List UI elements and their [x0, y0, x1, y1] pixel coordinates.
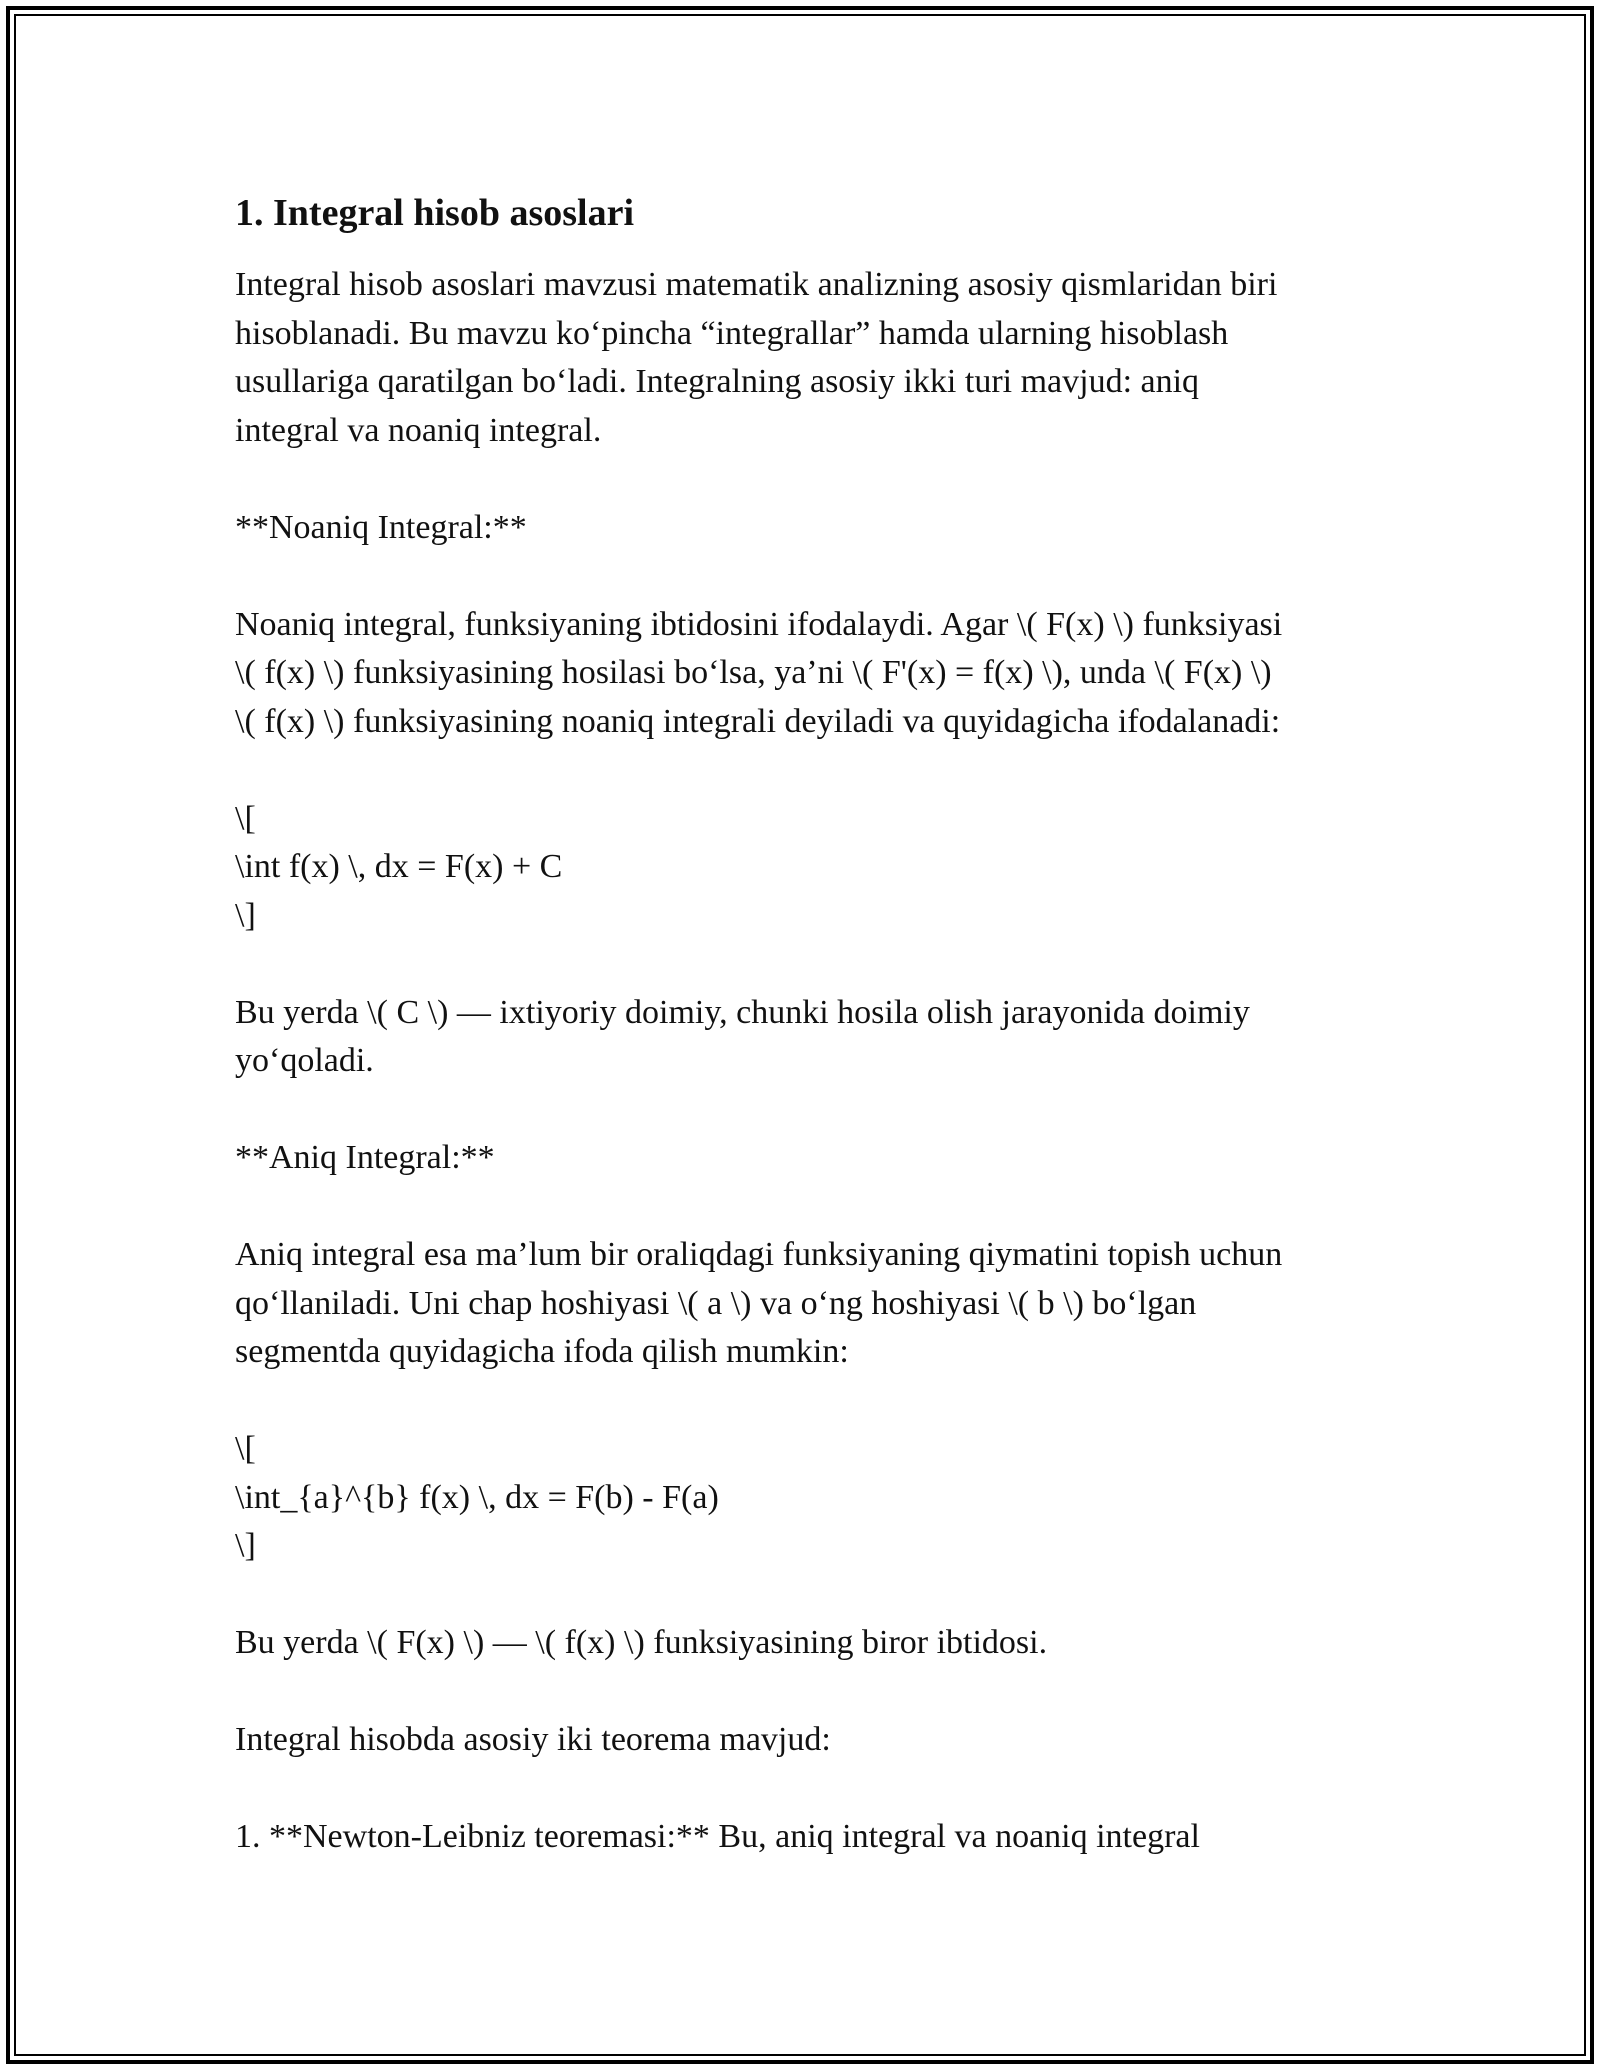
noaniq-subheading: **Noaniq Integral:**	[235, 508, 527, 546]
paragraph-spacer	[235, 1377, 1385, 1426]
antiderivative-explanation: Bu yerda \( F(x) \) — \( f(x) \) funksiyasining biror ibtidosi.	[235, 1624, 1048, 1661]
section-heading: 1. Integral hisob asoslari	[235, 192, 635, 234]
intro-paragraph: Integral hisob asoslari mavzusi matematik analizning asosiy qismlaridan biri hisoblanadi. Bu mavzu ko‘pincha “integrallar” hamda ularning hisoblash usullariga qaratilgan bo‘ladi. Integralning asosiy ikki turi mavjud: aniq integral va noaniq integral.	[235, 266, 1278, 449]
definite-integral-formula: \[ \int_{a}^{b} f(x) \, dx = F(b) - F(a) \]	[235, 1430, 719, 1564]
document-body	[235, 185, 1385, 1862]
indefinite-integral-formula: \[ \int f(x) \, dx = F(x) + C \]	[235, 799, 563, 934]
aniq-subheading: **Aniq Integral:**	[235, 1139, 495, 1176]
constant-explanation: Bu yerda \( C \) — ixtiyoriy doimiy, chunki hosila olish jarayonida doimiy yo‘qoladi.	[235, 993, 1250, 1079]
aniq-paragraph: Aniq integral esa ma’lum bir oraliqdagi funksiyaning qiymatini topish uchun qo‘llaniladi. Uni chap hoshiyasi \( a \) va o‘ng hoshiyasi \( b \) bo‘lgan segmentda quyidagicha ifoda qilish mumkin:	[235, 1236, 1283, 1370]
paragraph-spacer	[235, 552, 1385, 601]
paragraph-spacer	[235, 1086, 1385, 1135]
paragraph-spacer	[235, 455, 1385, 504]
paragraph-spacer	[235, 746, 1385, 795]
paragraph-spacer	[235, 940, 1385, 989]
paragraph-spacer	[235, 1571, 1385, 1620]
noaniq-paragraph: Noaniq integral, funksiyaning ibtidosini ifodalaydi. Agar \( F(x) \) funksiyasi \( f(x) \) funksiyasining hosilasi bo‘lsa, ya’ni \( F'(x) = f(x) \), unda \( F(x) \) \( f(x) \) funksiyasining noaniq integrali deyiladi va quyidagicha ifodalanadi:	[235, 605, 1283, 740]
paragraph-spacer	[235, 1183, 1385, 1232]
theorems-intro: Integral hisobda asosiy iki teorema mavjud:	[235, 1721, 831, 1758]
theorem-list-item: 1. **Newton-Leibniz teoremasi:** Bu, aniq integral va noaniq integral	[235, 1818, 1200, 1855]
paragraph-spacer	[235, 1765, 1385, 1814]
paragraph-spacer	[235, 1668, 1385, 1717]
